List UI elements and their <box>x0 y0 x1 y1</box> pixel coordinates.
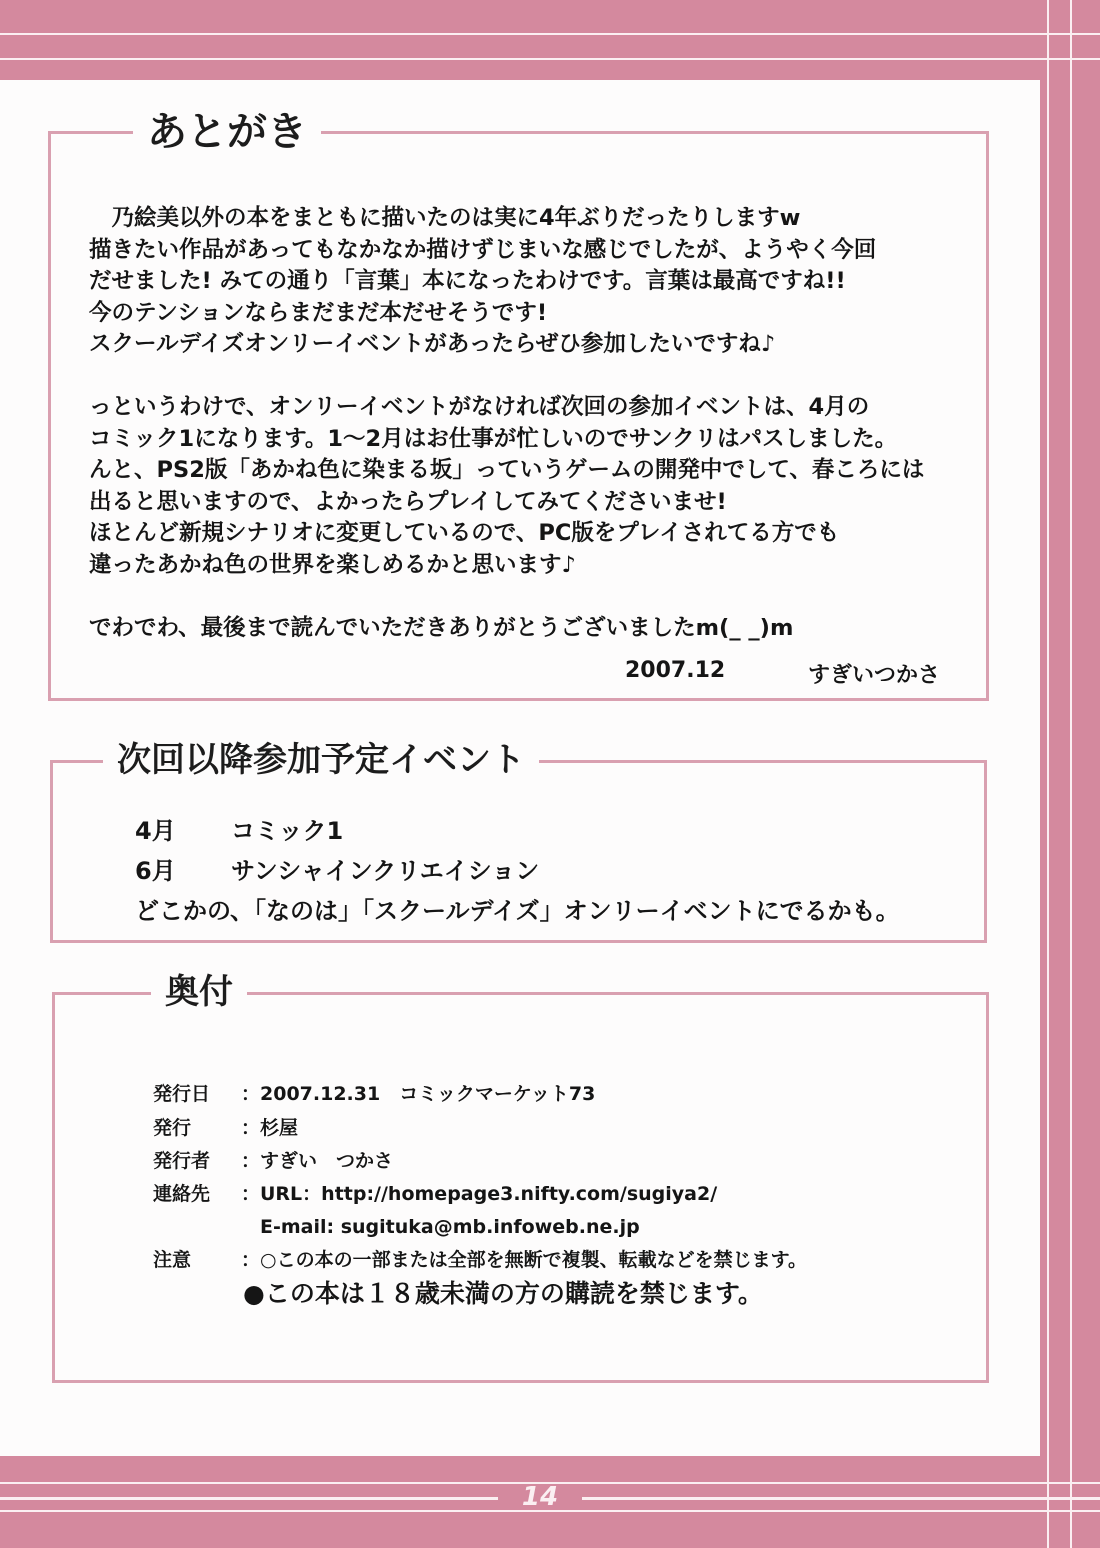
page-number-rule <box>582 1497 1100 1500</box>
colophon-label: 発行 <box>153 1117 192 1139</box>
page-sheet <box>0 80 1040 1456</box>
border-stripe <box>1070 0 1072 1548</box>
afterword-line: だせました! みての通り「言葉」本になったわけです。言葉は最高ですね!! <box>89 268 846 294</box>
afterword-line: 出ると思いますので、よかったらプレイしてみてくださいませ! <box>89 488 727 515</box>
colophon-value: E-mail: sugituka@mb.infoweb.ne.jp <box>241 1216 640 1238</box>
afterword-box <box>48 109 989 701</box>
afterword-line: でわでわ、最後まで読んでいただきありがとうございましたm(_ _)m <box>89 614 794 641</box>
colophon-label: 注意 <box>153 1249 192 1271</box>
afterword-line: スクールデイズオンリーイベントがあったらぜひ参加したいですね♪ <box>89 331 776 357</box>
paragraph-gap <box>89 581 924 613</box>
page-number-rule <box>0 1497 498 1500</box>
border-stripe <box>0 33 1100 35</box>
afterword-line: 乃絵美以外の本をまともに描いたのは実に4年ぶりだったりしますw <box>89 205 801 231</box>
afterword-author: すぎいつかさ <box>808 663 941 688</box>
afterword-text <box>89 203 924 644</box>
event-note: どこかの、「なのは」「スクールデイズ」オンリーイベントにでるかも。 <box>135 897 900 925</box>
events-box <box>50 740 987 943</box>
colophon-label: 発行日 <box>153 1083 211 1105</box>
colophon-label: 発行者 <box>153 1150 211 1172</box>
afterword-line: ほとんど新規シナリオに変更しているので、PC版をプレイされてる方でも <box>89 520 840 546</box>
page-number: 14 <box>521 1482 559 1512</box>
colophon-label: 連絡先 <box>153 1183 211 1205</box>
colophon-warning: ●この本は１８歳未満の方の購読を禁じます。 <box>243 1279 763 1308</box>
event-name: コミック1 <box>231 817 344 845</box>
event-month: 6月 <box>135 857 176 885</box>
afterword-date: 2007.12 <box>625 658 726 683</box>
afterword-line: んと、PS2版「あかね色に染まる坂」っていうゲームの開発中でして、春ころには <box>89 457 925 483</box>
event-month: 4月 <box>135 817 176 845</box>
afterword-line: コミック1になります。1～2月はお仕事が忙しいのでサンクリはパスしました。 <box>89 425 898 452</box>
paragraph-gap <box>89 361 924 393</box>
colophon-value: ：URL：http://homepage3.nifty.com/sugiya2/ <box>241 1183 718 1205</box>
afterword-line: 違ったあかね色の世界を楽しめるかと思います♪ <box>89 551 576 578</box>
afterword-title: あとがき <box>133 112 321 152</box>
border-stripe <box>1047 0 1049 1548</box>
afterword-line: 描きたい作品があってもなかなか描けずじまいな感じでしたが、ようやく今回 <box>89 236 877 263</box>
colophon-value: ：すぎい つかさ <box>241 1150 394 1172</box>
border-stripe <box>0 58 1100 60</box>
colophon-box <box>52 972 989 1383</box>
colophon-value: ：2007.12.31 コミックマーケット73 <box>241 1083 596 1105</box>
events-title: 次回以降参加予定イベント <box>103 743 539 777</box>
afterword-line: っというわけで、オンリーイベントがなければ次回の参加イベントは、4月の <box>89 394 870 420</box>
event-name: サンシャインクリエイション <box>231 857 540 885</box>
colophon-value: ：杉屋 <box>241 1117 299 1139</box>
colophon-value: ：○この本の一部または全部を無断で複製、転載などを禁じます。 <box>241 1249 808 1271</box>
afterword-line: 今のテンションならまだまだ本だせそうです! <box>89 299 548 326</box>
colophon-title: 奥付 <box>151 975 247 1009</box>
